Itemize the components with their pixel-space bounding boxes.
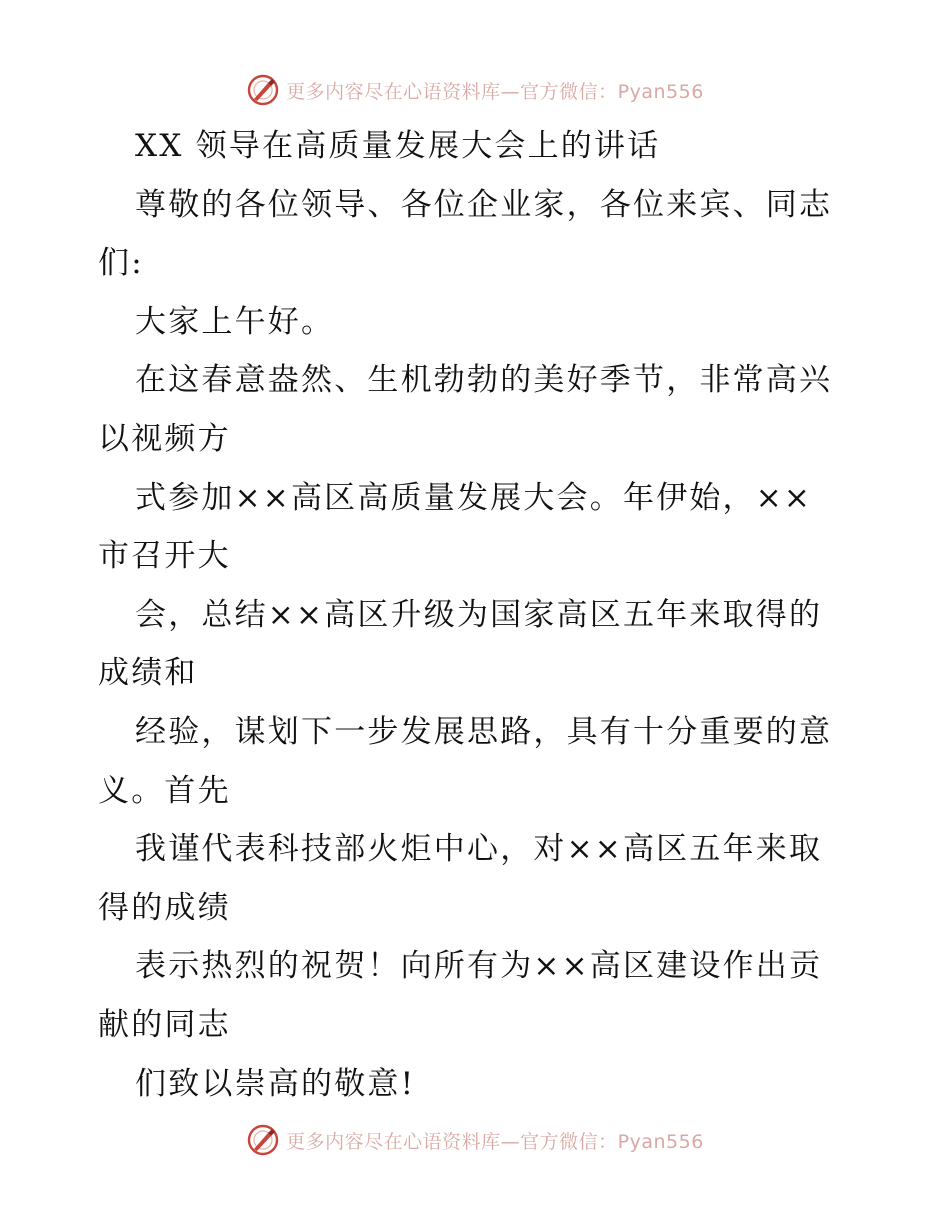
- text-line: 义。首先: [98, 772, 231, 809]
- text-line: 尊敬的各位领导、各位企业家，各位来宾、同志: [135, 186, 833, 223]
- text-line: 们:: [98, 245, 144, 282]
- text-line: 们致以崇高的敬意!: [135, 1065, 416, 1102]
- text-line: 我谨代表科技部火炬中心，对××高区五年来取: [135, 831, 823, 868]
- text-line: 会，总结××高区升级为国家高区五年来取得的: [135, 596, 823, 633]
- pen-logo-icon: [246, 73, 280, 107]
- text-line: 得的成绩: [98, 889, 231, 926]
- speech-title: XX 领导在高质量发展大会上的讲话: [135, 128, 661, 164]
- text-line: 式参加××高区高质量发展大会。年伊始，××: [135, 479, 813, 516]
- text-line: 以视频方: [98, 420, 231, 457]
- text-line: 成绩和: [98, 655, 198, 692]
- header-watermark-banner: [0, 70, 950, 110]
- text-line: 市召开大: [98, 538, 231, 575]
- header-banner-text: 更多内容尽在心语资料库—官方微信：Pyan556: [286, 80, 704, 103]
- text-line: 表示热烈的祝贺！向所有为××高区建设作出贡: [135, 948, 823, 985]
- document-body: [98, 117, 858, 1113]
- text-line: 大家上午好。: [135, 303, 335, 340]
- text-line: 在这春意盎然、生机勃勃的美好季节，非常高兴: [135, 362, 833, 399]
- footer-watermark-banner: [0, 1120, 950, 1160]
- text-line: 经验，谋划下一步发展思路，具有十分重要的意: [135, 713, 833, 750]
- pen-logo-icon: [246, 1123, 280, 1157]
- text-line: 献的同志: [98, 1006, 231, 1043]
- footer-banner-text: 更多内容尽在心语资料库—官方微信：Pyan556: [286, 1130, 704, 1153]
